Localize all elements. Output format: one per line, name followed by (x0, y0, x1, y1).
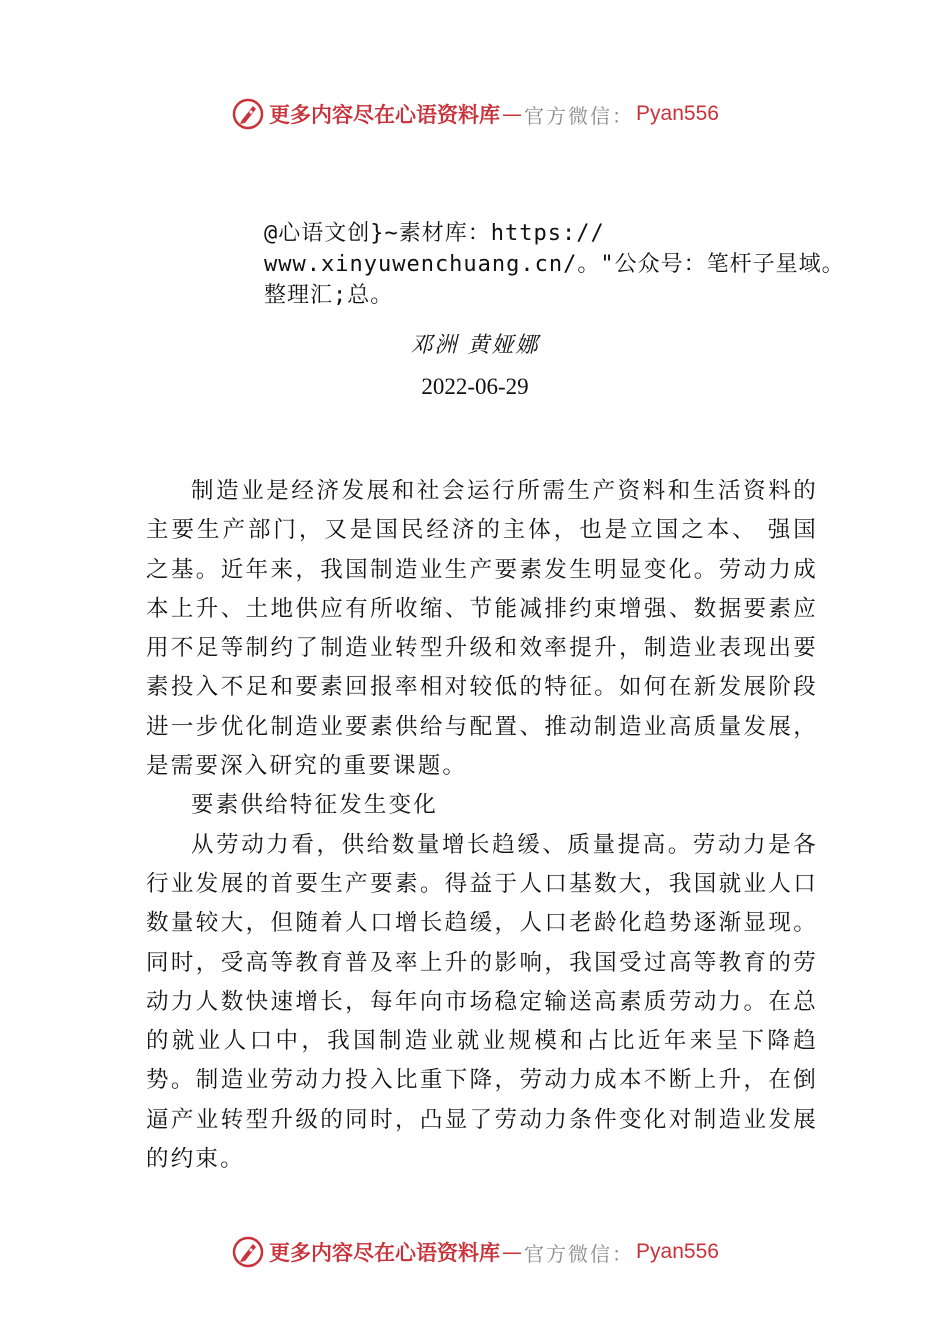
watermark-label: 官方微信： (524, 1241, 635, 1266)
paragraph-intro: 制造业是经济发展和社会运行所需生产资料和生活资料的主要生产部门，又是国民经济的主体，也是立国之本、 强国之基。近年来，我国制造业生产要素发生明显变化。劳动力成本上升、土地供应有所收缩、节能减排约束增强、数据要素应用不足等制约了制造业转型升级和效率提升，制造业表现出要素投入不足和要素回报率相对较低的特征。如何在新发展阶段进一步优化制造业要素供给与配置、推动制造业高质量发展，是需要深入研究的重要课题。 (146, 478, 818, 780)
article-body (146, 472, 818, 1179)
footer-watermark (0, 1232, 950, 1272)
watermark-label: 官方微信： (524, 103, 635, 128)
watermark-separator: — (502, 1240, 523, 1264)
watermark-wechat-id: Pyan556 (636, 102, 719, 125)
author-names: 邓洲 黄娅娜 (410, 333, 540, 358)
watermark-wechat-id: Pyan556 (636, 1240, 719, 1263)
watermark-brand-text: 更多内容尽在心语资料库 (269, 1240, 501, 1265)
source-note (264, 218, 904, 311)
header-watermark (0, 94, 950, 134)
pen-nib-icon (231, 97, 265, 131)
pen-nib-icon (231, 1235, 265, 1269)
paragraph-labor: 从劳动力看，供给数量增长趋缓、质量提高。劳动力是各行业发展的首要生产要素。得益于人口基数大，我国就业人口数量较大，但随着人口增长趋缓，人口老龄化趋势逐渐显现。同时，受高等教育普及率上升的影响，我国受过高等教育的劳动力人数快速增长，每年向市场稳定输送高素质劳动力。在总的就业人口中，我国制造业就业规模和占比近年来呈下降趋势。制造业劳动力投入比重下降，劳动力成本不断上升，在倒逼产业转型升级的同时，凸显了劳动力条件变化对制造业发展的约束。 (146, 831, 818, 1173)
section-heading: 要素供给特征发生变化 (191, 792, 439, 819)
publish-date: 2022-06-29 (421, 374, 529, 399)
watermark-brand-text: 更多内容尽在心语资料库 (269, 102, 501, 127)
source-line-1: @心语文创}~素材库：https:// (264, 221, 605, 246)
watermark-separator: — (502, 102, 523, 126)
source-line-3: 整理汇;总。 (264, 283, 394, 308)
source-line-2: www.xinyuwenchuang.cn/。"公众号：笔杆子星域。 (264, 252, 845, 277)
